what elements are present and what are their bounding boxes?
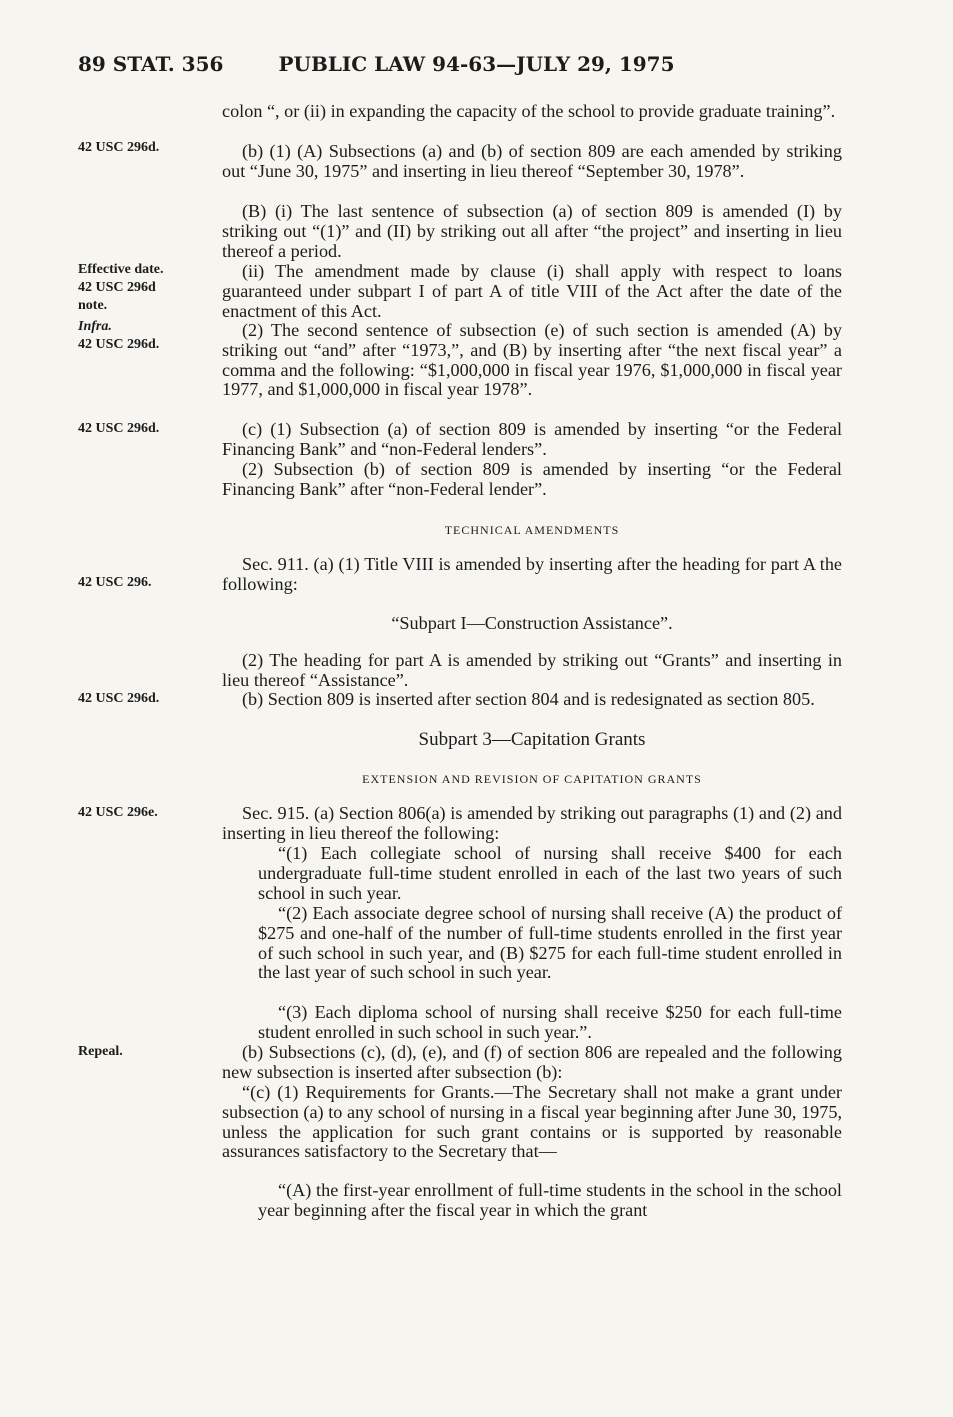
paragraph-quoted: “(A) the first-year enrollment of full-time students in the school in the school year beginning after the fiscal year in which the grant [258,1180,842,1220]
paragraph-quoted: “(3) Each diploma school of nursing shall receive $250 for each full-time student enrolled in such school in such year.”. [258,1002,842,1042]
paragraph-quoted: “(1) Each collegiate school of nursing shall receive $400 for each undergraduate full-time student enrolled in each of the last two years of such school in such year. [258,843,842,903]
paragraph: (b) Section 809 is inserted after section 804 and is redesignated as section 805. [242,689,815,709]
paragraph: (B) (i) The last sentence of subsection (a) of section 809 is amended (I) by striking out “(1)” and (II) by striking out all after “the project” and inserting in lieu thereof a period. [222,201,842,261]
margin-note-line: Infra. [78,319,112,334]
paragraph: (c) (1) Subsection (a) of section 809 is amended by inserting “or the Federal Financing Bank” and “non-Federal lenders”. [222,419,842,459]
margin-note: 42 USC 296e. [78,805,158,820]
paragraph: (b) (1) (A) Subsections (a) and (b) of section 809 are each amended by striking out “June 30, 1975” and inserting in lieu thereof “September 30, 1978”. [222,141,842,181]
paragraph: (ii) The amendment made by clause (i) shall apply with respect to loans guaranteed under subpart I of part A of title VIII of the Act after the date of the enactment of this Act. [222,261,842,321]
margin-note-line: 42 USC 296d [78,280,156,295]
paragraph: (2) Subsection (b) of section 809 is amended by inserting “or the Federal Financing Bank” after “non-Federal lender”. [222,459,842,499]
margin-note-line: 42 USC 296d. [78,337,160,352]
paragraph: (2) The heading for part A is amended by striking out “Grants” and inserting in lieu thereof “Assistance”. [222,650,842,690]
paragraph [222,555,842,595]
margin-note-line: Effective date. [78,262,164,277]
paragraph: colon “, or (ii) in expanding the capacity of the school to provide graduate training”. [222,101,836,121]
margin-note-repeal: Repeal. [78,1044,123,1059]
stat-page-number: 89 STAT. 356 [78,52,224,76]
paragraph: (2) The second sentence of subsection (e) of such section is amended (A) by striking out “and” after “1973,”, and (B) by inserting after “the next fiscal year” a comma and the following: “$1,000,000 in fiscal year 1976, $1,000,000 in fiscal year 1977, and $1,000,000 in fiscal year 1978”. [222,320,842,400]
margin-note: 42 USC 296d. [78,421,160,436]
margin-note-line: note. [78,298,108,313]
margin-note: 42 USC 296. [78,575,152,590]
paragraph-text: Sec. 911. (a) (1) Title VIII is amended by inserting after the heading for part A the following: [222,554,842,594]
margin-note: 42 USC 296d. [78,691,160,706]
margin-note-effective-date [78,261,213,354]
paragraph-subpart-title: “Subpart I—Construction Assistance”. [391,613,673,633]
paragraph: “(c) (1) Requirements for Grants.—The Secretary shall not make a grant under subsection (a) to any school of nursing in a fiscal year beginning after June 30, 1975, unless the application for such grant contains or is supported by reasonable assurances satisfactory to the Secretary that— [222,1082,842,1162]
margin-note: 42 USC 296d. [78,140,160,155]
page-title: PUBLIC LAW 94-63—JULY 29, 1975 [278,52,675,76]
paragraph: (b) Subsections (c), (d), (e), and (f) of section 806 are repealed and the following new subsection is inserted after subsection (b): [222,1042,842,1082]
subpart-heading: Subpart 3—Capitation Grants [418,729,646,750]
paragraph-quoted: “(2) Each associate degree school of nursing shall receive (A) the product of $275 and one-half of the number of full-time students enrolled in the first year of such school in such year, and (B) $275 for each full-time student enrolled in the last year of such school in such year. [258,903,842,983]
paragraph: Sec. 915. (a) Section 806(a) is amended by striking out paragraphs (1) and (2) and inserting in lieu thereof the following: [222,803,842,843]
section-heading: EXTENSION AND REVISION OF CAPITATION GRANTS [362,772,702,786]
section-heading: TECHNICAL AMENDMENTS [444,523,620,537]
